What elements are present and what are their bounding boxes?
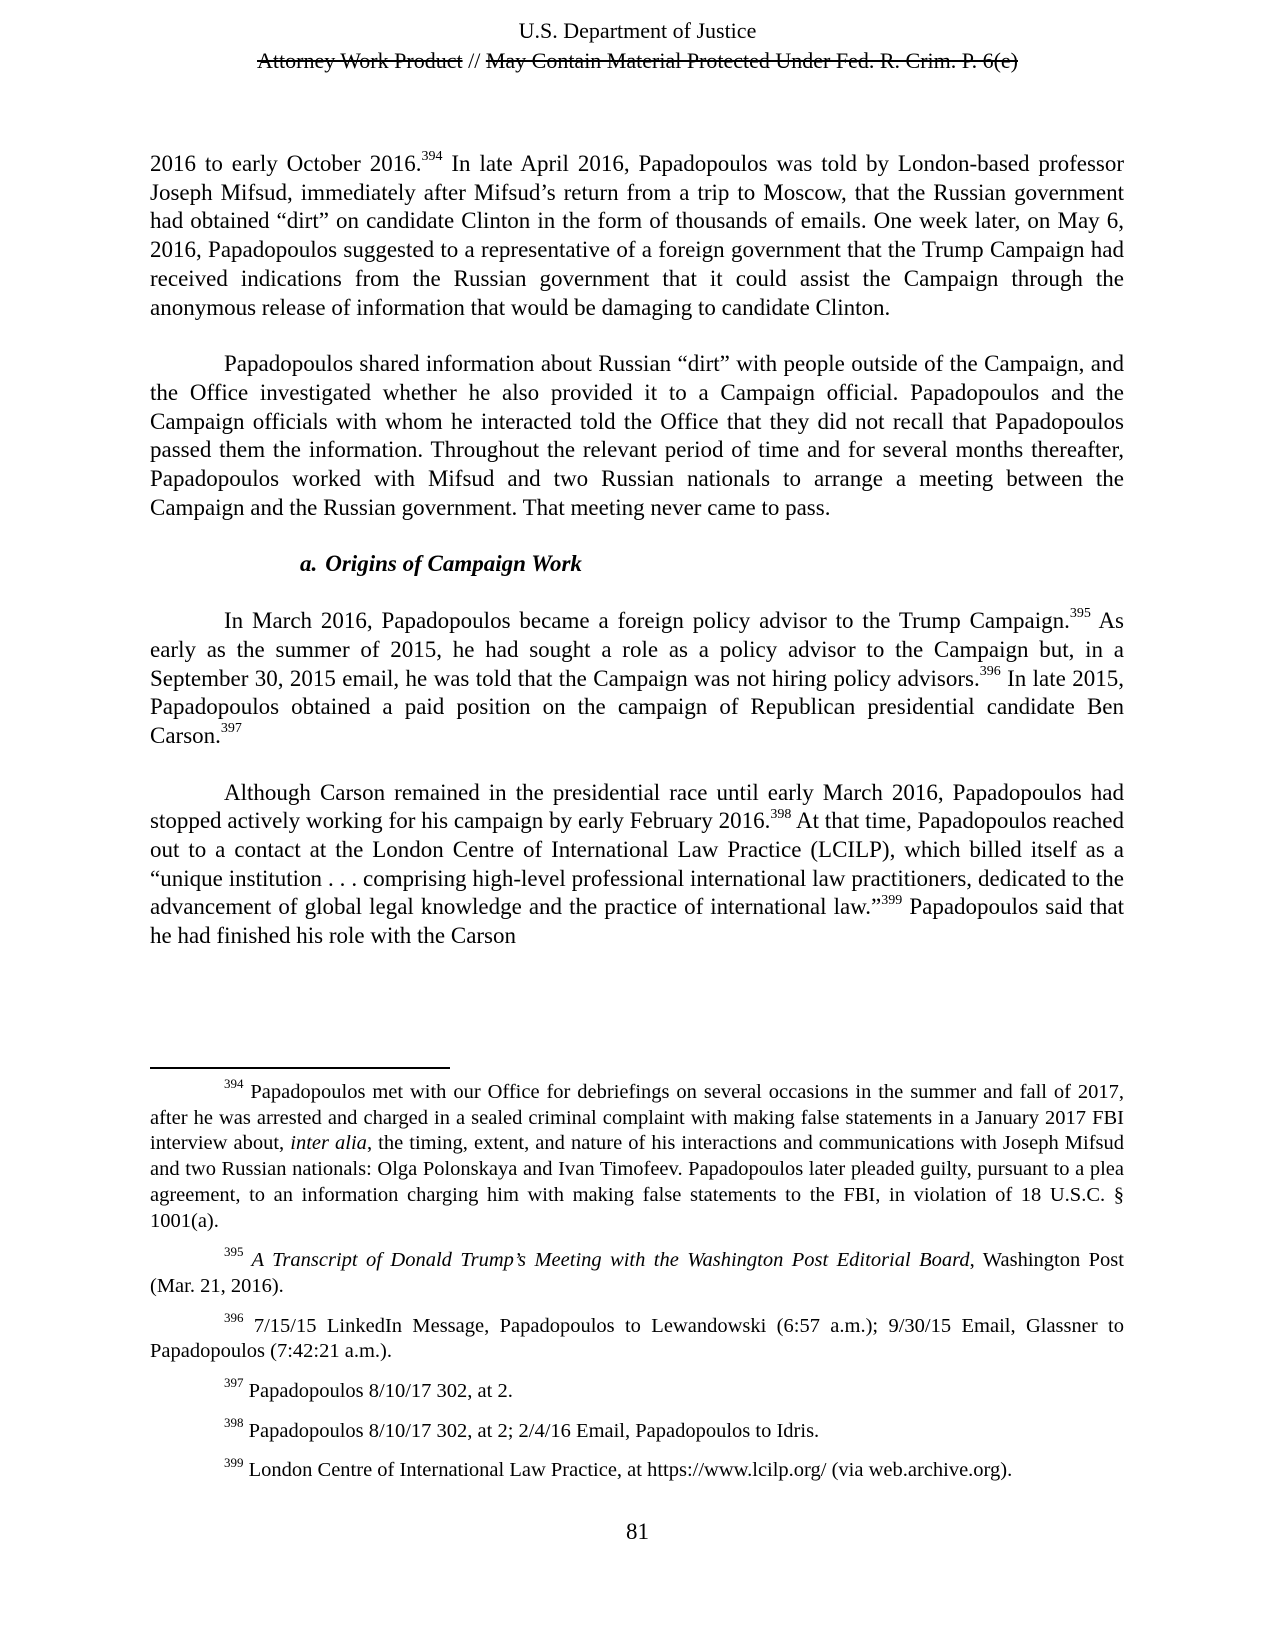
footnote-395: [150, 1244, 1124, 1299]
paragraph-1: [150, 150, 1124, 322]
footnote-text: , Washington Post (Mar. 21, 2016).: [150, 1249, 1124, 1297]
footnote-text: Papadopoulos met with our Office for debriefings on several occasions in the summer and fall of 2017, after he was arrested and charged in a sealed criminal complaint with making false statements in a January 2017 FBI interview about,: [150, 1081, 1124, 1155]
header-separator: //: [462, 48, 486, 73]
footnotes: [150, 1076, 1124, 1498]
paragraph-1-text-a: 2016 to early October 2016.: [150, 151, 422, 176]
footnote-text: 7/15/15 LinkedIn Message, Papadopoulos to Lewandowski (6:57 a.m.); 9/30/15 Email, Glassner to Papadopoulos (7:42:21 a.m.).: [150, 1314, 1124, 1363]
footnote-ref-398[interactable]: 398: [770, 806, 792, 822]
paragraph-1-text-b: In late April 2016, Papadopoulos was told by London-based professor Joseph Mifsud, immediately after Mifsud’s return from a trip to Moscow, that the Russian government had obtained “dirt” on candidate Clinton in the form of thousands of emails. One week later, on May 6, 2016, Papadopoulos suggested to a representative of a foreign government that the Trump Campaign had received indications from the Russian government that it could assist the Campaign through the anonymous release of information that would be damaging to candidate Clinton.: [150, 151, 1124, 320]
section-heading-label: a.: [300, 551, 318, 577]
paragraph-2: Papadopoulos shared information about Russian “dirt” with people outside of the Campaign, and the Office investigated whether he also provided it to a Campaign official. Papadopoulos and the Campaign officials with whom he interacted told the Office that they did not recall that Papadopoulos passed them the information. Throughout the relevant period of time and for several months thereafter, Papadopoulos worked with Mifsud and two Russian nationals to arrange a meeting between the Campaign and the Russian government. That meeting never came to pass.: [150, 351, 1124, 520]
footnote-396: [150, 1309, 1124, 1365]
paragraph-3-text-b: As early as the summer of 2015, he had sought a role as a policy advisor to the Campaign but, in a September 30, 2015 email, he was told that the Campaign was not hiring policy advisors.: [150, 608, 1124, 691]
footnote-italic-text: inter alia: [290, 1132, 367, 1155]
footnote-ref-397[interactable]: 397: [220, 721, 242, 737]
paragraph-4-text-c: Papadopoulos said that he had finished his role with the Carson: [150, 894, 1125, 949]
footnote-italic-text: A Transcript of Donald Trump’s Meeting with the Washington Post Editorial Board: [243, 1249, 970, 1272]
paragraph-4: [150, 779, 1124, 951]
paragraph-4-text-b: At that time, Papadopoulos reached out to a contact at the London Centre of International Law Practice (LCILP), which billed itself as a “unique institution . . . comprising high-level professional international law practitioners, dedicated to the advancement of global legal knowledge and the practice of international law.”: [150, 808, 1124, 920]
footnote-number: 398: [224, 1414, 244, 1430]
grand-jury-label: May Contain Material Protected Under Fed. R. Crim. P. 6(e): [485, 48, 1018, 73]
paragraph-4-text-a: Although Carson remained in the presidential race until early March 2016, Papadopoulos had stopped actively working for his campaign by early February 2016.: [150, 779, 1124, 834]
paragraph-3-text-a: In March 2016, Papadopoulos became a foreign policy advisor to the Trump Campaign.: [224, 608, 1070, 634]
footnote-number: 394: [224, 1076, 244, 1092]
footnote-398: [150, 1414, 1124, 1445]
page-number: 81: [626, 1519, 649, 1544]
paragraph-3: [150, 607, 1124, 751]
footnote-number: 396: [224, 1309, 244, 1325]
footnote-divider: [150, 1067, 450, 1069]
section-heading-title: Origins of Campaign Work: [325, 551, 582, 577]
footnote-number: 399: [224, 1454, 244, 1470]
footnote-399: [150, 1454, 1124, 1484]
footnote-ref-396[interactable]: 396: [979, 663, 1001, 679]
body-text: [150, 150, 1124, 951]
footnote-397: [150, 1375, 1124, 1405]
work-product-label: Attorney Work Product: [257, 48, 463, 73]
footnote-number: 395: [224, 1244, 244, 1260]
header-department: U.S. Department of Justice: [518, 18, 757, 43]
footnote-text: London Centre of International Law Practice, at https://www.lcilp.org/ (via web.archive.org).: [243, 1459, 1013, 1482]
footnote-ref-394[interactable]: 394: [421, 149, 443, 165]
header-classification: [0, 47, 1275, 75]
section-heading: [300, 550, 1124, 579]
paragraph-3-text-c: In late 2015, Papadopoulos obtained a paid position on the campaign of Republican presidential candidate Ben Carson.: [150, 665, 1124, 748]
footnote-text: , the timing, extent, and nature of his interactions and communications with Joseph Mifsud and two Russian nationals: Olga Polonskaya and Ivan Timofeev. Papadopoulos later pleaded guilty, pursuant to a plea agreement, to an information charging him with making false statements to the FBI, in violation of 18 U.S.C. § 1001(a).: [150, 1132, 1124, 1232]
footnote-text: Papadopoulos 8/10/17 302, at 2; 2/4/16 Email, Papadopoulos to Idris.: [243, 1419, 820, 1442]
footnote-ref-395[interactable]: 395: [1069, 606, 1091, 622]
footnote-number: 397: [224, 1375, 244, 1391]
footnote-text: Papadopoulos 8/10/17 302, at 2.: [243, 1380, 513, 1403]
footnote-ref-399[interactable]: 399: [881, 892, 903, 908]
footnote-394: [150, 1076, 1124, 1234]
